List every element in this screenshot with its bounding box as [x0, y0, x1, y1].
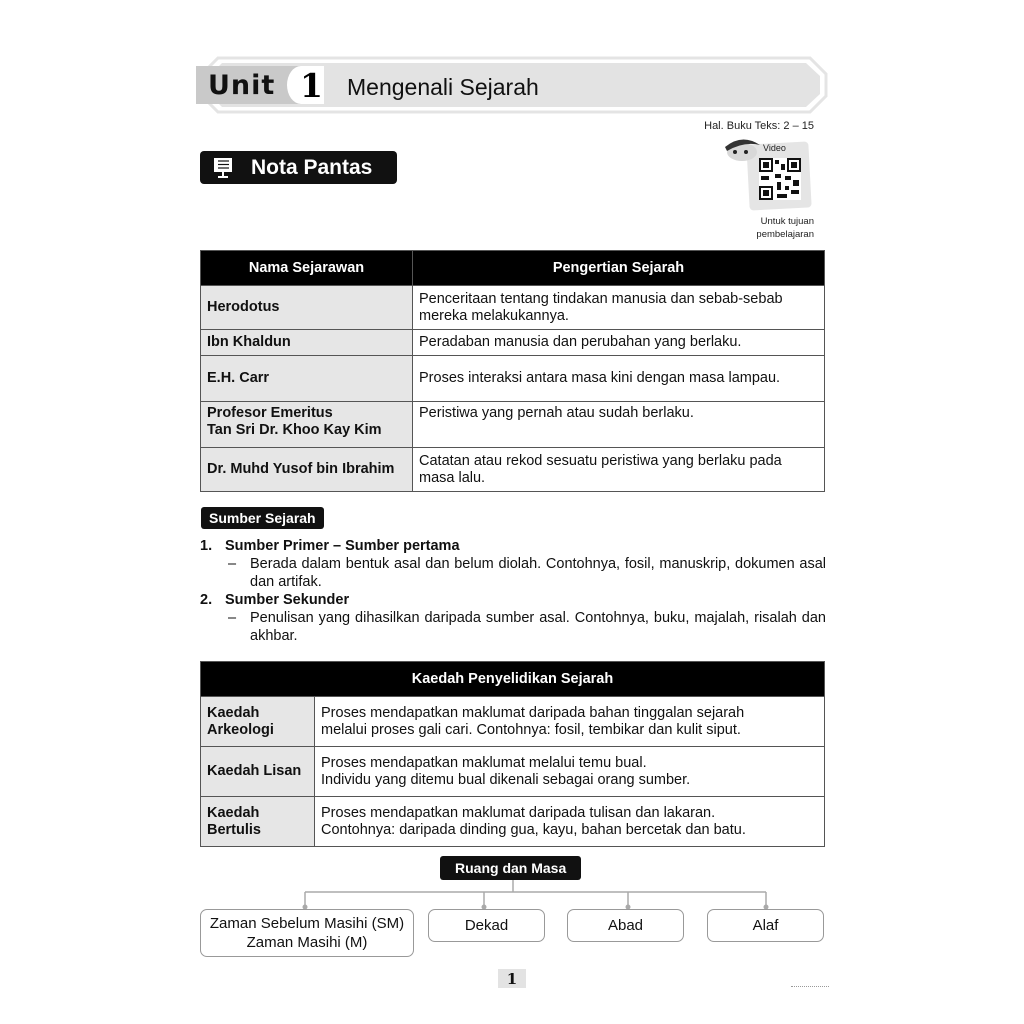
- qr-caption-line: Untuk tujuan: [760, 216, 814, 227]
- method-description: Proses mendapatkan maklumat daripada tulisan dan lakaran. Contohnya: daripada dinding gua, kayu, bahan bercetak dan batu.: [315, 797, 825, 847]
- method-description: Proses mendapatkan maklumat melalui temu bual. Individu yang ditemu bual dikenali sebagai orang sumber.: [315, 747, 825, 797]
- unit-number: 1: [300, 66, 323, 105]
- list-heading: Sumber Sekunder: [225, 592, 350, 608]
- ruang-masa-heading: Ruang dan Masa: [440, 856, 581, 880]
- list-number: 1.: [200, 538, 213, 554]
- mascot-icon: [722, 137, 762, 161]
- list-heading: Sumber Primer – Sumber pertama: [225, 538, 460, 554]
- qr-code-icon[interactable]: [759, 157, 801, 201]
- concept-box: Zaman Sebelum Masihi (SM) Zaman Masihi (M): [200, 909, 414, 957]
- history-definition: Peradaban manusia dan perubahan yang berlaku.: [413, 330, 825, 356]
- qr-caption: [740, 215, 814, 241]
- list-item: [200, 537, 826, 591]
- historian-name: Dr. Muhd Yusof bin Ibrahim: [201, 448, 413, 492]
- table-title: Kaedah Penyelidikan Sejarah: [201, 662, 825, 697]
- video-label: Video: [763, 143, 786, 153]
- history-definition: Peristiwa yang pernah atau sudah berlaku.: [413, 402, 825, 448]
- dash: –: [228, 556, 237, 572]
- list-text: Penulisan yang dihasilkan daripada sumber asal. Contohnya, buku, majalah, risalah dan akhbar.: [250, 610, 826, 644]
- historians-table: [200, 250, 825, 492]
- method-name: Kaedah Arkeologi: [201, 697, 315, 747]
- concept-box: Dekad: [428, 909, 545, 942]
- kaedah-table: [200, 661, 825, 847]
- table-row: [201, 697, 825, 747]
- list-item: [200, 591, 826, 645]
- history-definition: Catatan atau rekod sesuatu peristiwa yang berlaku pada masa lalu.: [413, 448, 825, 492]
- sumber-list: [200, 537, 826, 645]
- qr-caption-line: pembelajaran: [756, 229, 814, 240]
- table-row: [201, 797, 825, 847]
- concept-box: Abad: [567, 909, 684, 942]
- table-row: [201, 330, 825, 356]
- method-description: Proses mendapatkan maklumat daripada bahan tinggalan sejarah melalui proses gali cari. Contohnya: fosil, tembikar dan kulit siput.: [315, 697, 825, 747]
- history-definition: Penceritaan tentang tindakan manusia dan sebab-sebab mereka melakukannya.: [413, 286, 825, 330]
- page-title: Mengenali Sejarah: [347, 74, 539, 100]
- dash: –: [228, 610, 237, 626]
- page-number: 1: [498, 969, 526, 988]
- history-definition: Proses interaksi antara masa kini dengan masa lampau.: [413, 356, 825, 402]
- concept-box: Alaf: [707, 909, 824, 942]
- list-text: Berada dalam bentuk asal dan belum diolah. Contohnya, fosil, manuskrip, dokumen asal dan artifak.: [250, 556, 826, 590]
- unit-label: Unit: [208, 70, 276, 101]
- presentation-board-icon: [212, 157, 234, 179]
- column-header: Nama Sejarawan: [201, 251, 413, 286]
- table-row: [201, 356, 825, 402]
- historian-name: E.H. Carr: [201, 356, 413, 402]
- table-row: [201, 448, 825, 492]
- method-name: Kaedah Bertulis: [201, 797, 315, 847]
- nota-pantas-label: Nota Pantas: [251, 155, 373, 179]
- table-row: [201, 402, 825, 448]
- historian-name: Herodotus: [201, 286, 413, 330]
- table-row: [201, 286, 825, 330]
- historian-name: Ibn Khaldun: [201, 330, 413, 356]
- column-header: Pengertian Sejarah: [413, 251, 825, 286]
- dotted-line: [791, 986, 829, 987]
- table-row: [201, 747, 825, 797]
- nota-pantas-badge: [200, 151, 397, 184]
- textbook-pages: Hal. Buku Teks: 2 – 15: [704, 120, 814, 132]
- method-name: Kaedah Lisan: [201, 747, 315, 797]
- list-number: 2.: [200, 592, 213, 608]
- historian-name: Profesor Emeritus Tan Sri Dr. Khoo Kay Kim: [201, 402, 413, 448]
- section-heading-sumber-sejarah: Sumber Sejarah: [201, 507, 324, 529]
